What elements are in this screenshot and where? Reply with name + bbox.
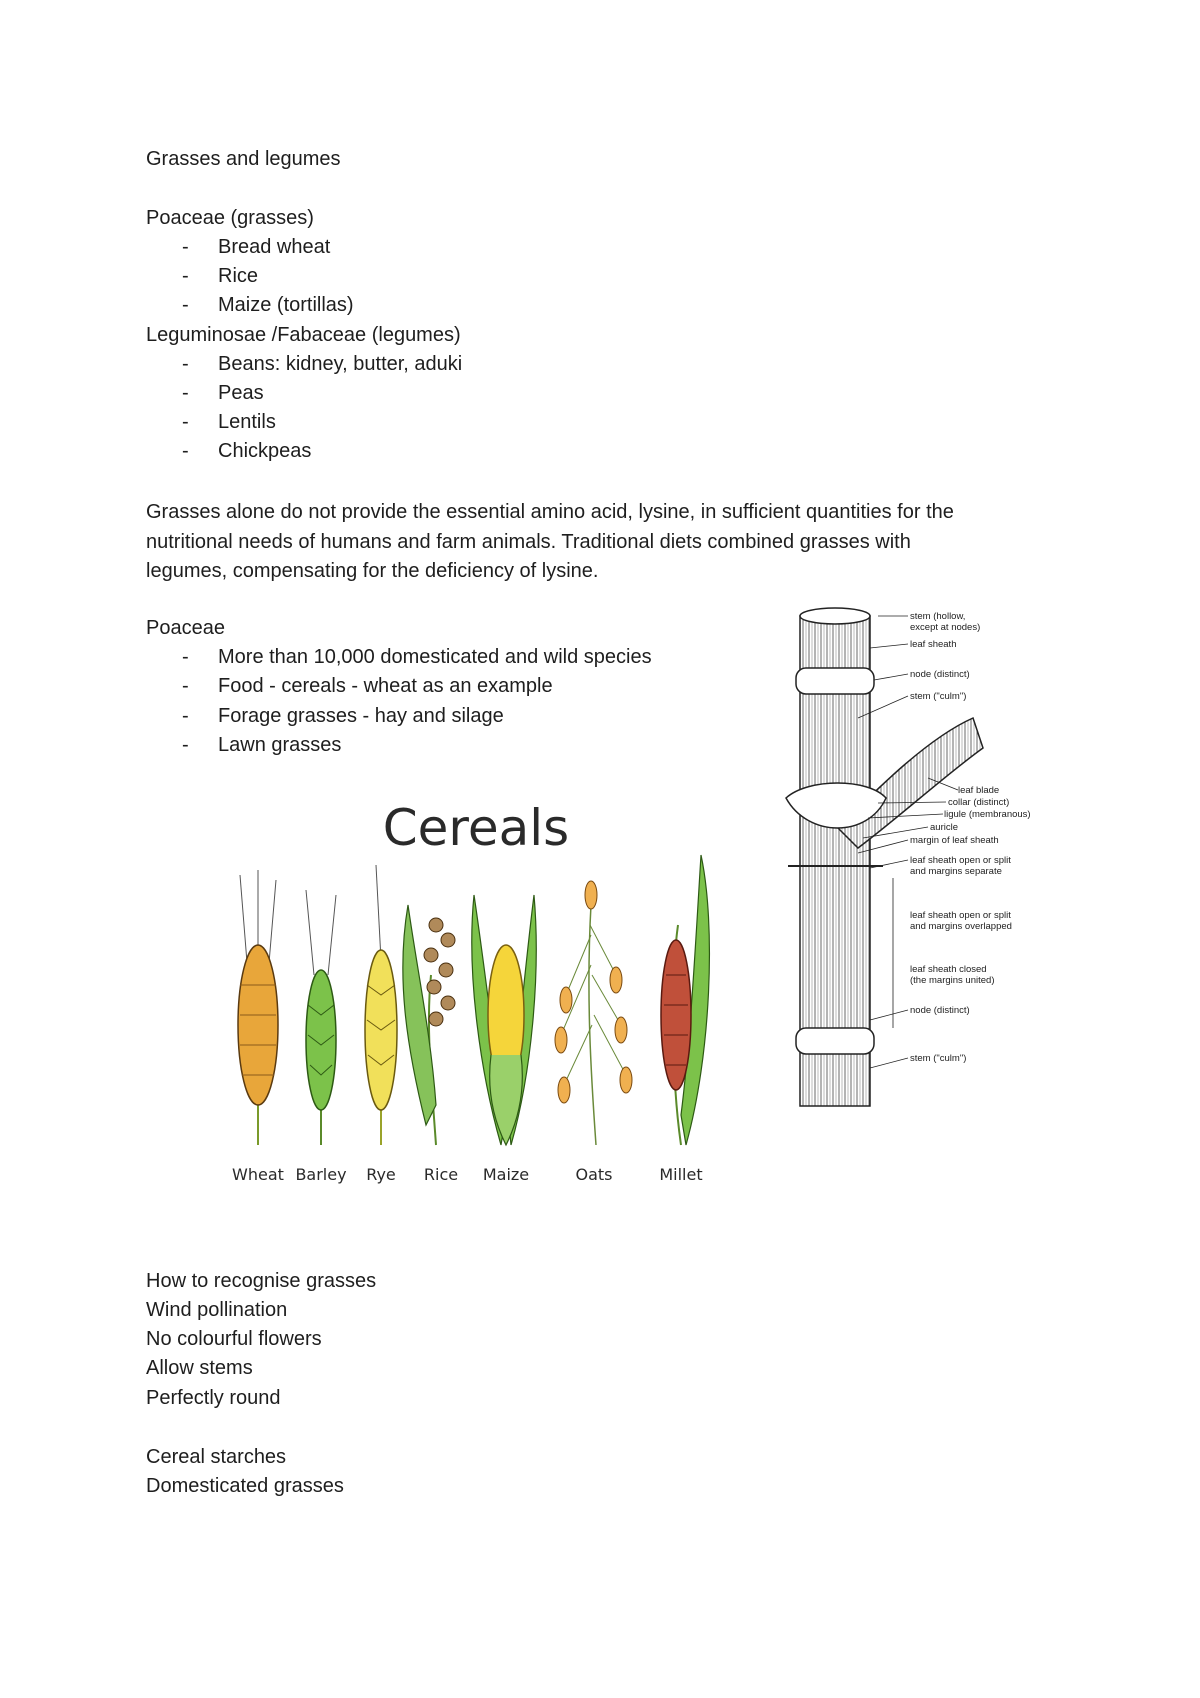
recognise-line: Perfectly round [146, 1387, 281, 1409]
paragraph-line: legumes, compensating for the deficiency of lysine. [146, 560, 599, 582]
barley-illustration [306, 890, 336, 1145]
diagram-label: leaf blade [958, 785, 1000, 796]
poaceae-section-heading: Poaceae [146, 617, 225, 639]
diagram-label: except at nodes) [910, 622, 981, 633]
bullet-dash: - [182, 675, 189, 697]
list-item-text: Peas [218, 382, 264, 404]
list-item-text: Beans: kidney, butter, aduki [218, 353, 463, 375]
bullet-dash: - [182, 705, 189, 727]
diagram-label: stem ("culm") [910, 691, 967, 702]
recognise-line: Allow stems [146, 1357, 253, 1379]
list-item-text: Bread wheat [218, 236, 331, 258]
cereals-title: Cereals [382, 799, 570, 857]
lysine-paragraph [146, 498, 1076, 587]
diagram-label: node (distinct) [910, 1005, 970, 1016]
oats-illustration [555, 881, 632, 1145]
bullet-dash: - [182, 265, 189, 287]
bullet-dash: - [182, 353, 189, 375]
list-item-text: Forage grasses - hay and silage [218, 705, 504, 727]
list-item-text: Rice [218, 265, 259, 287]
bullet-dash: - [182, 440, 189, 462]
cereals-illustration [226, 775, 726, 1195]
diagram-label: auricle [930, 822, 958, 833]
stem-top [800, 608, 870, 624]
bullet-dash: - [182, 382, 189, 404]
diagram-label: leaf sheath open or split [910, 910, 1011, 921]
diagram-label: stem ("culm") [910, 1053, 967, 1064]
upper-node [796, 668, 874, 694]
wheat-illustration [238, 870, 278, 1145]
diagram-label: (the margins united) [910, 975, 995, 986]
poaceae-heading: Poaceae (grasses) [146, 207, 314, 229]
cereal-label-oats: Oats [575, 1165, 613, 1184]
bullet-dash: - [182, 734, 189, 756]
rye-illustration [365, 865, 397, 1145]
diagram-label: margin of leaf sheath [910, 835, 999, 846]
list-item-text: Maize (tortillas) [218, 294, 354, 316]
cereal-label-barley: Barley [295, 1165, 347, 1184]
cereal-label-rice: Rice [423, 1165, 459, 1184]
bullet-dash: - [182, 236, 189, 258]
millet-illustration [661, 855, 709, 1145]
final-line: Domesticated grasses [146, 1475, 344, 1497]
list-item-text: Lawn grasses [218, 734, 342, 756]
list-item-text: More than 10,000 domesticated and wild species [218, 646, 652, 668]
grass-stem-diagram [778, 598, 1078, 1118]
final-line: Cereal starches [146, 1446, 287, 1468]
diagram-label: collar (distinct) [948, 797, 1010, 808]
diagram-label: leaf sheath closed [910, 964, 987, 975]
cereal-label-millet: Millet [659, 1165, 703, 1184]
list-item-text: Food - cereals - wheat as an example [218, 675, 553, 697]
recognise-line: No colourful flowers [146, 1328, 322, 1350]
paragraph-line: nutritional needs of humans and farm animals. Traditional diets combined grasses with [146, 530, 911, 553]
list-item-text: Chickpeas [218, 440, 312, 462]
diagram-label: and margins overlapped [910, 921, 1012, 932]
bullet-dash: - [182, 294, 189, 316]
diagram-label: leaf sheath open or split [910, 855, 1011, 866]
maize-illustration [472, 895, 536, 1145]
diagram-label: leaf sheath [910, 639, 957, 650]
diagram-label: and margins separate [910, 866, 1002, 877]
diagram-label: ligule (membranous) [944, 809, 1031, 820]
cereal-label-maize: Maize [482, 1165, 530, 1184]
bullet-dash: - [182, 646, 189, 668]
legume-heading: Leguminosae /Fabaceae (legumes) [146, 324, 461, 346]
rice-illustration [403, 905, 455, 1145]
paragraph-line: Grasses alone do not provide the essential amino acid, lysine, in sufficient quantities for the [146, 501, 954, 523]
cereal-label-wheat: Wheat [232, 1165, 284, 1184]
cereal-label-rye: Rye [366, 1165, 396, 1184]
bullet-dash: - [182, 411, 189, 433]
diagram-label: node (distinct) [910, 669, 970, 680]
diagram-label: stem (hollow, [910, 611, 966, 622]
list-item-text: Lentils [218, 411, 276, 433]
lower-node [796, 1028, 874, 1054]
recognise-heading: How to recognise grasses [146, 1270, 377, 1292]
page-title: Grasses and legumes [146, 148, 341, 170]
recognise-line: Wind pollination [146, 1299, 288, 1321]
